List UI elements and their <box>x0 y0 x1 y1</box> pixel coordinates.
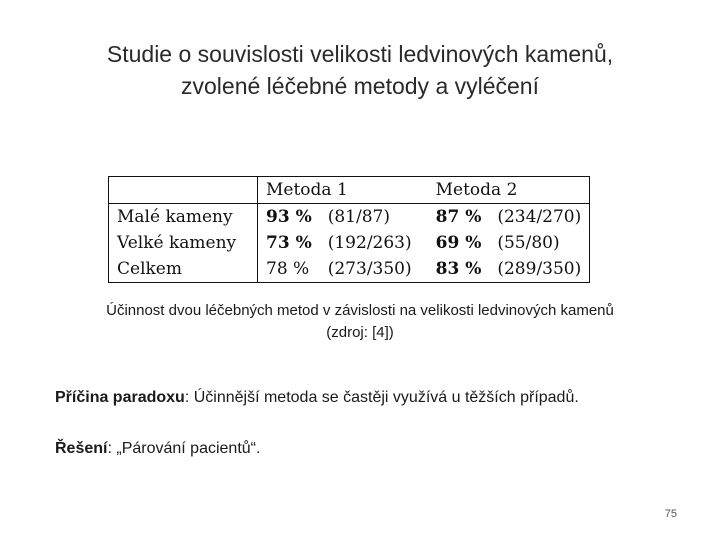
metoda-2-ratio: (289/350) <box>489 256 589 283</box>
metoda-2-ratio: (234/270) <box>489 204 589 231</box>
column-header-metoda-2: Metoda 2 <box>428 177 590 204</box>
paradox-solution-text: : „Párování pacientů“. <box>107 440 261 457</box>
metoda-1-ratio: (192/263) <box>327 233 412 253</box>
caption-source: (zdroj: [4]) <box>326 324 394 341</box>
title-line-2: zvolené léčebné metody a vyléčení <box>181 73 539 99</box>
title-line-1: Studie o souvislosti velikosti ledvinových kamenů, <box>106 41 614 67</box>
metoda-1-ratio: (81/87) <box>327 207 390 227</box>
table-row <box>109 256 590 283</box>
metoda-1-percent: 93 % <box>266 207 312 227</box>
metoda-2-percent: 69 % <box>435 233 482 253</box>
row-label: Malé kameny <box>109 204 258 231</box>
metoda-2-percent: 83 % <box>428 256 490 283</box>
results-table <box>108 176 590 283</box>
paradox-cause <box>55 389 579 407</box>
page-number: 75 <box>664 508 677 520</box>
metoda-1-percent: 78 % <box>258 256 320 283</box>
metoda-2-ratio: (55/80) <box>489 230 589 256</box>
metoda-2-percent: 87 % <box>435 207 482 227</box>
paradox-solution <box>55 440 260 458</box>
paradox-cause-label: Příčina paradoxu <box>55 389 185 406</box>
column-header-metoda-1: Metoda 1 <box>258 177 428 204</box>
table-header-row <box>109 177 590 204</box>
slide-title <box>40 38 680 102</box>
row-label: Celkem <box>109 256 258 283</box>
table-row <box>109 230 590 256</box>
row-label: Velké kameny <box>109 230 258 256</box>
table-row <box>109 204 590 231</box>
table-caption <box>40 300 680 344</box>
paradox-solution-label: Řešení <box>55 440 108 457</box>
metoda-1-percent: 73 % <box>266 233 312 253</box>
caption-line-1: Účinnost dvou léčebných metod v závislosti na velikosti ledvinových kamenů <box>106 302 614 319</box>
paradox-cause-text: : Účinnější metoda se častěji využívá u těžších případů. <box>184 389 579 406</box>
metoda-1-ratio: (273/350) <box>320 256 428 283</box>
table-corner-cell <box>109 177 258 204</box>
